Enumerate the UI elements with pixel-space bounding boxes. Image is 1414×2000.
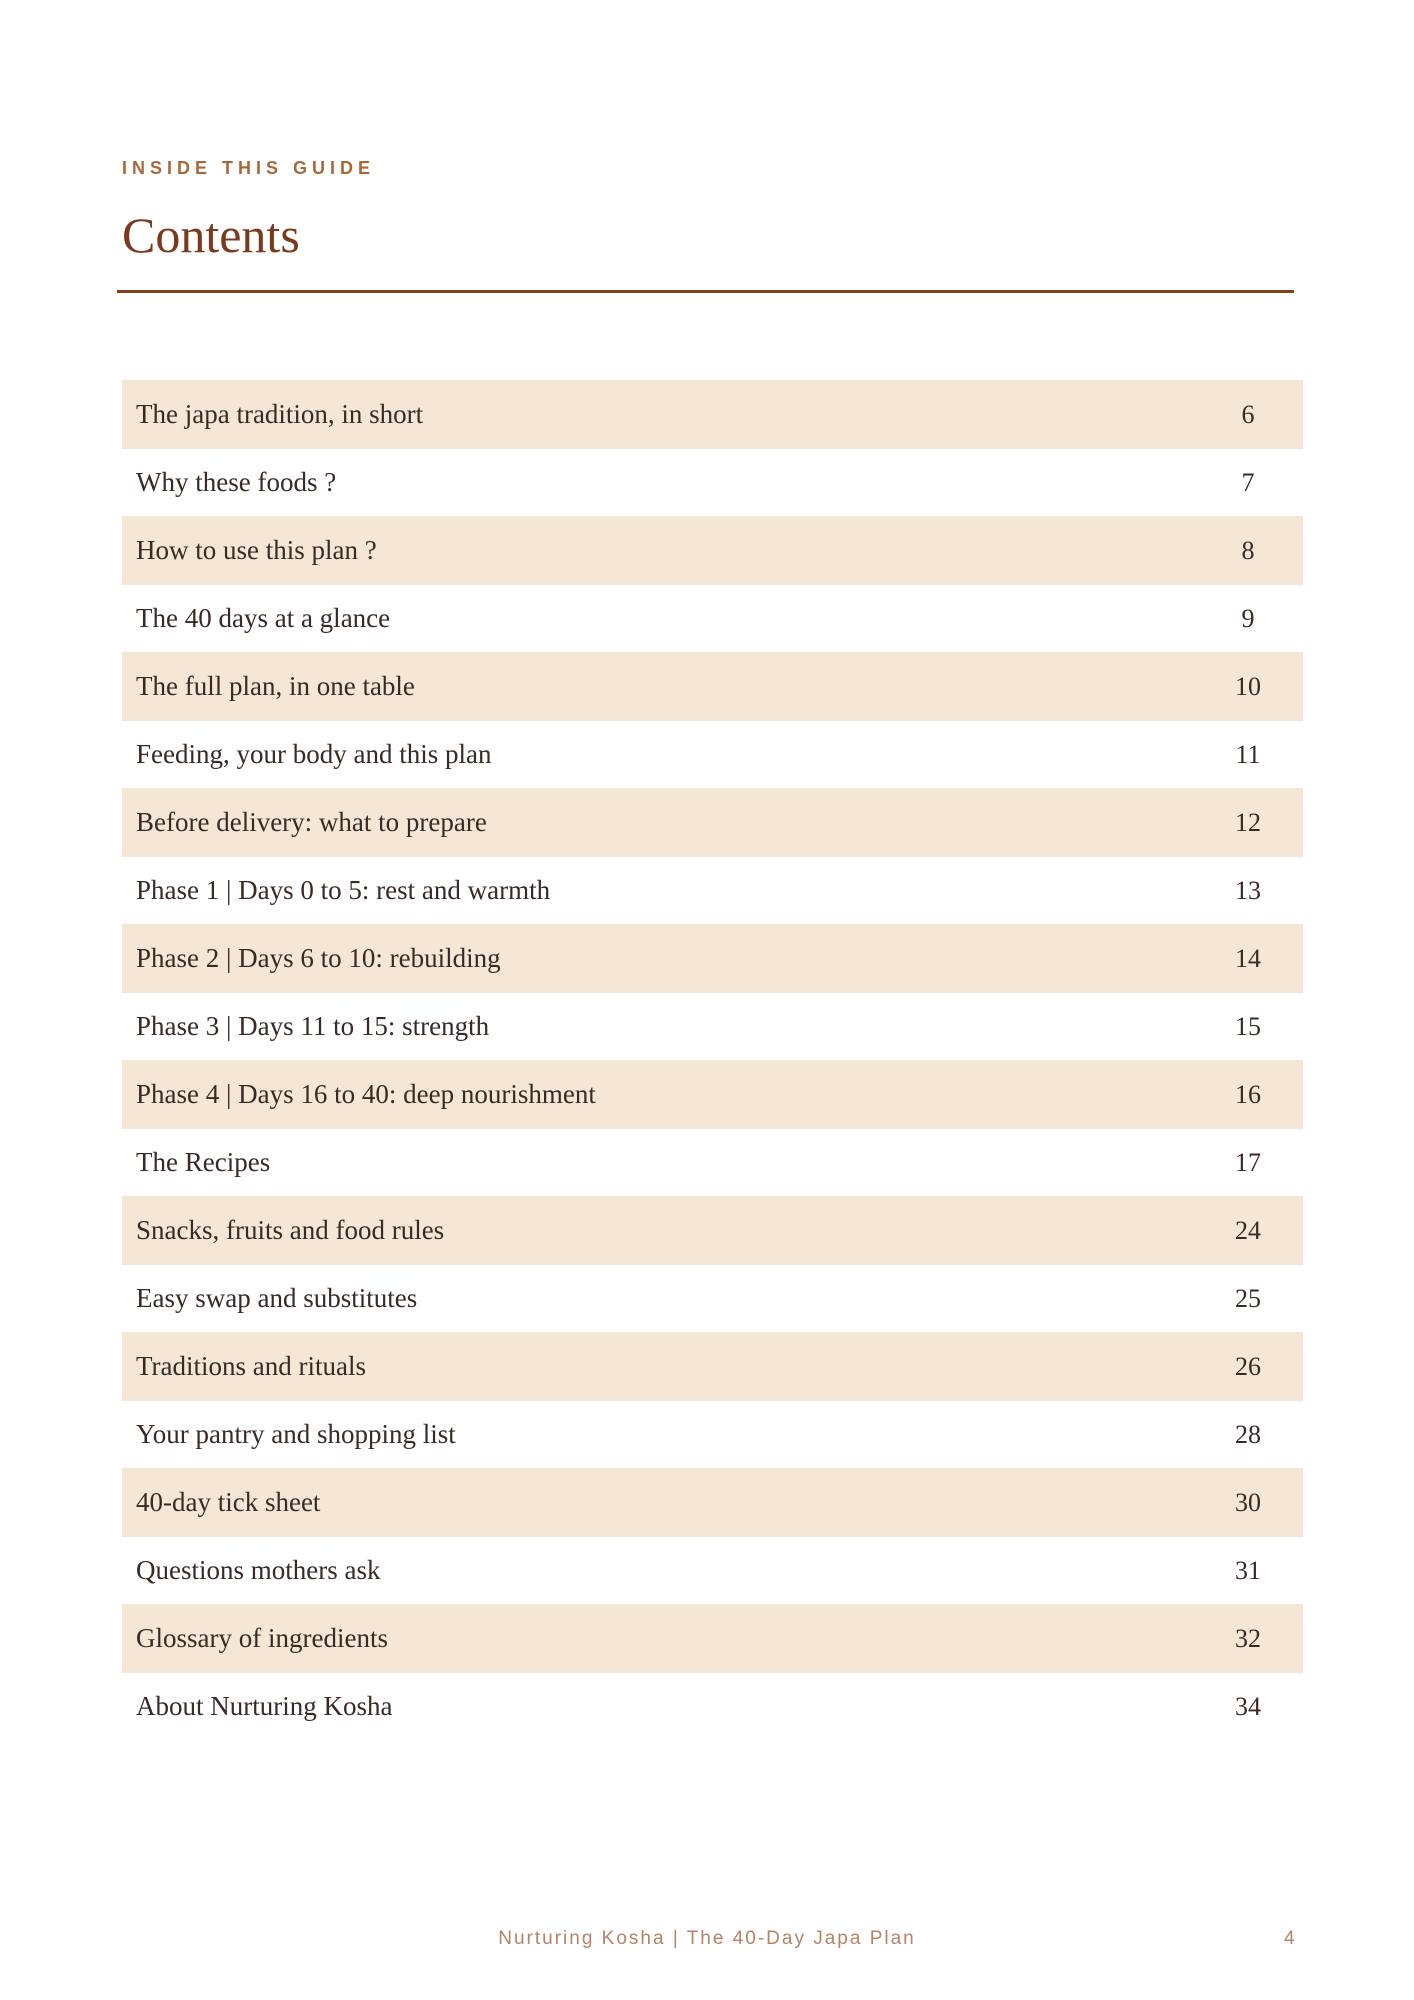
toc-entry-title: Feeding, your body and this plan <box>136 739 492 769</box>
toc-entry-title: The Recipes <box>136 1147 271 1177</box>
toc-entry-title: The japa tradition, in short <box>136 399 424 429</box>
toc-entry-title: Easy swap and substitutes <box>136 1283 418 1313</box>
toc-page-number: 31 <box>1235 1555 1261 1585</box>
toc-entry-title: Your pantry and shopping list <box>136 1419 456 1449</box>
toc-row[interactable] <box>122 652 1303 720</box>
toc-page-number: 30 <box>1235 1487 1261 1517</box>
toc-entry-title: Before delivery: what to prepare <box>136 807 487 837</box>
toc-row[interactable] <box>122 856 1303 924</box>
toc-row[interactable] <box>122 1400 1303 1468</box>
toc-row[interactable] <box>122 1672 1303 1740</box>
toc-entry-title: About Nurturing Kosha <box>136 1691 393 1721</box>
toc-row[interactable] <box>122 380 1303 448</box>
toc-row[interactable] <box>122 788 1303 856</box>
toc-page-number: 28 <box>1235 1419 1261 1449</box>
toc-page-number: 10 <box>1235 671 1261 701</box>
toc-page-number: 17 <box>1235 1147 1261 1177</box>
toc-row[interactable] <box>122 584 1303 652</box>
toc-row[interactable] <box>122 1196 1303 1264</box>
toc-page-number: 24 <box>1235 1215 1261 1245</box>
toc-row[interactable] <box>122 924 1303 992</box>
toc-entry-title: Why these foods ? <box>136 467 337 497</box>
toc-row[interactable] <box>122 1128 1303 1196</box>
toc-page-number: 6 <box>1241 399 1255 429</box>
toc-page-number: 16 <box>1235 1079 1261 1109</box>
toc-row[interactable] <box>122 448 1303 516</box>
toc-entry-title: 40-day tick sheet <box>136 1487 321 1517</box>
toc-page-number: 26 <box>1235 1351 1261 1381</box>
page-number: 4 <box>1284 1928 1295 1949</box>
toc-entry-title: Traditions and rituals <box>136 1351 367 1381</box>
footer-text: Nurturing Kosha | The 40-Day Japa Plan <box>498 1928 916 1949</box>
toc-page-number: 15 <box>1235 1011 1261 1041</box>
toc-page-number: 9 <box>1241 603 1255 633</box>
toc-entry-title: Phase 2 | Days 6 to 10: rebuilding <box>136 943 501 973</box>
toc-entry-title: Questions mothers ask <box>136 1555 381 1585</box>
toc-entry-title: Phase 1 | Days 0 to 5: rest and warmth <box>136 875 551 905</box>
section-eyebrow: INSIDE THIS GUIDE <box>122 158 376 178</box>
toc-row[interactable] <box>122 1468 1303 1536</box>
toc-page-number: 13 <box>1235 875 1261 905</box>
page-title: Contents <box>122 207 300 263</box>
toc-page-number: 8 <box>1241 535 1255 565</box>
toc-page-number: 14 <box>1235 943 1261 973</box>
toc-entry-title: Glossary of ingredients <box>136 1623 388 1653</box>
toc-row[interactable] <box>122 1264 1303 1332</box>
toc-row[interactable] <box>122 720 1303 788</box>
toc-entry-title: Phase 4 | Days 16 to 40: deep nourishment <box>136 1079 596 1109</box>
toc-entry-title: How to use this plan ? <box>136 535 377 565</box>
title-divider <box>117 290 1294 293</box>
toc-row[interactable] <box>122 1060 1303 1128</box>
toc-entry-title: Phase 3 | Days 11 to 15: strength <box>136 1011 490 1041</box>
toc-entry-title: Snacks, fruits and food rules <box>136 1215 445 1245</box>
toc-row[interactable] <box>122 992 1303 1060</box>
toc-page-number: 12 <box>1235 807 1261 837</box>
toc-page-number: 7 <box>1241 467 1255 497</box>
toc-entry-title: The full plan, in one table <box>136 671 415 701</box>
toc-page-number: 32 <box>1235 1623 1261 1653</box>
toc-entry-title: The 40 days at a glance <box>136 603 391 633</box>
toc-row[interactable] <box>122 516 1303 584</box>
toc-page-number: 25 <box>1235 1283 1261 1313</box>
toc-page-number: 11 <box>1235 739 1261 769</box>
toc-row[interactable] <box>122 1536 1303 1604</box>
toc-page-number: 34 <box>1235 1691 1261 1721</box>
toc-row[interactable] <box>122 1604 1303 1672</box>
contents-table <box>122 380 1303 1740</box>
toc-row[interactable] <box>122 1332 1303 1400</box>
